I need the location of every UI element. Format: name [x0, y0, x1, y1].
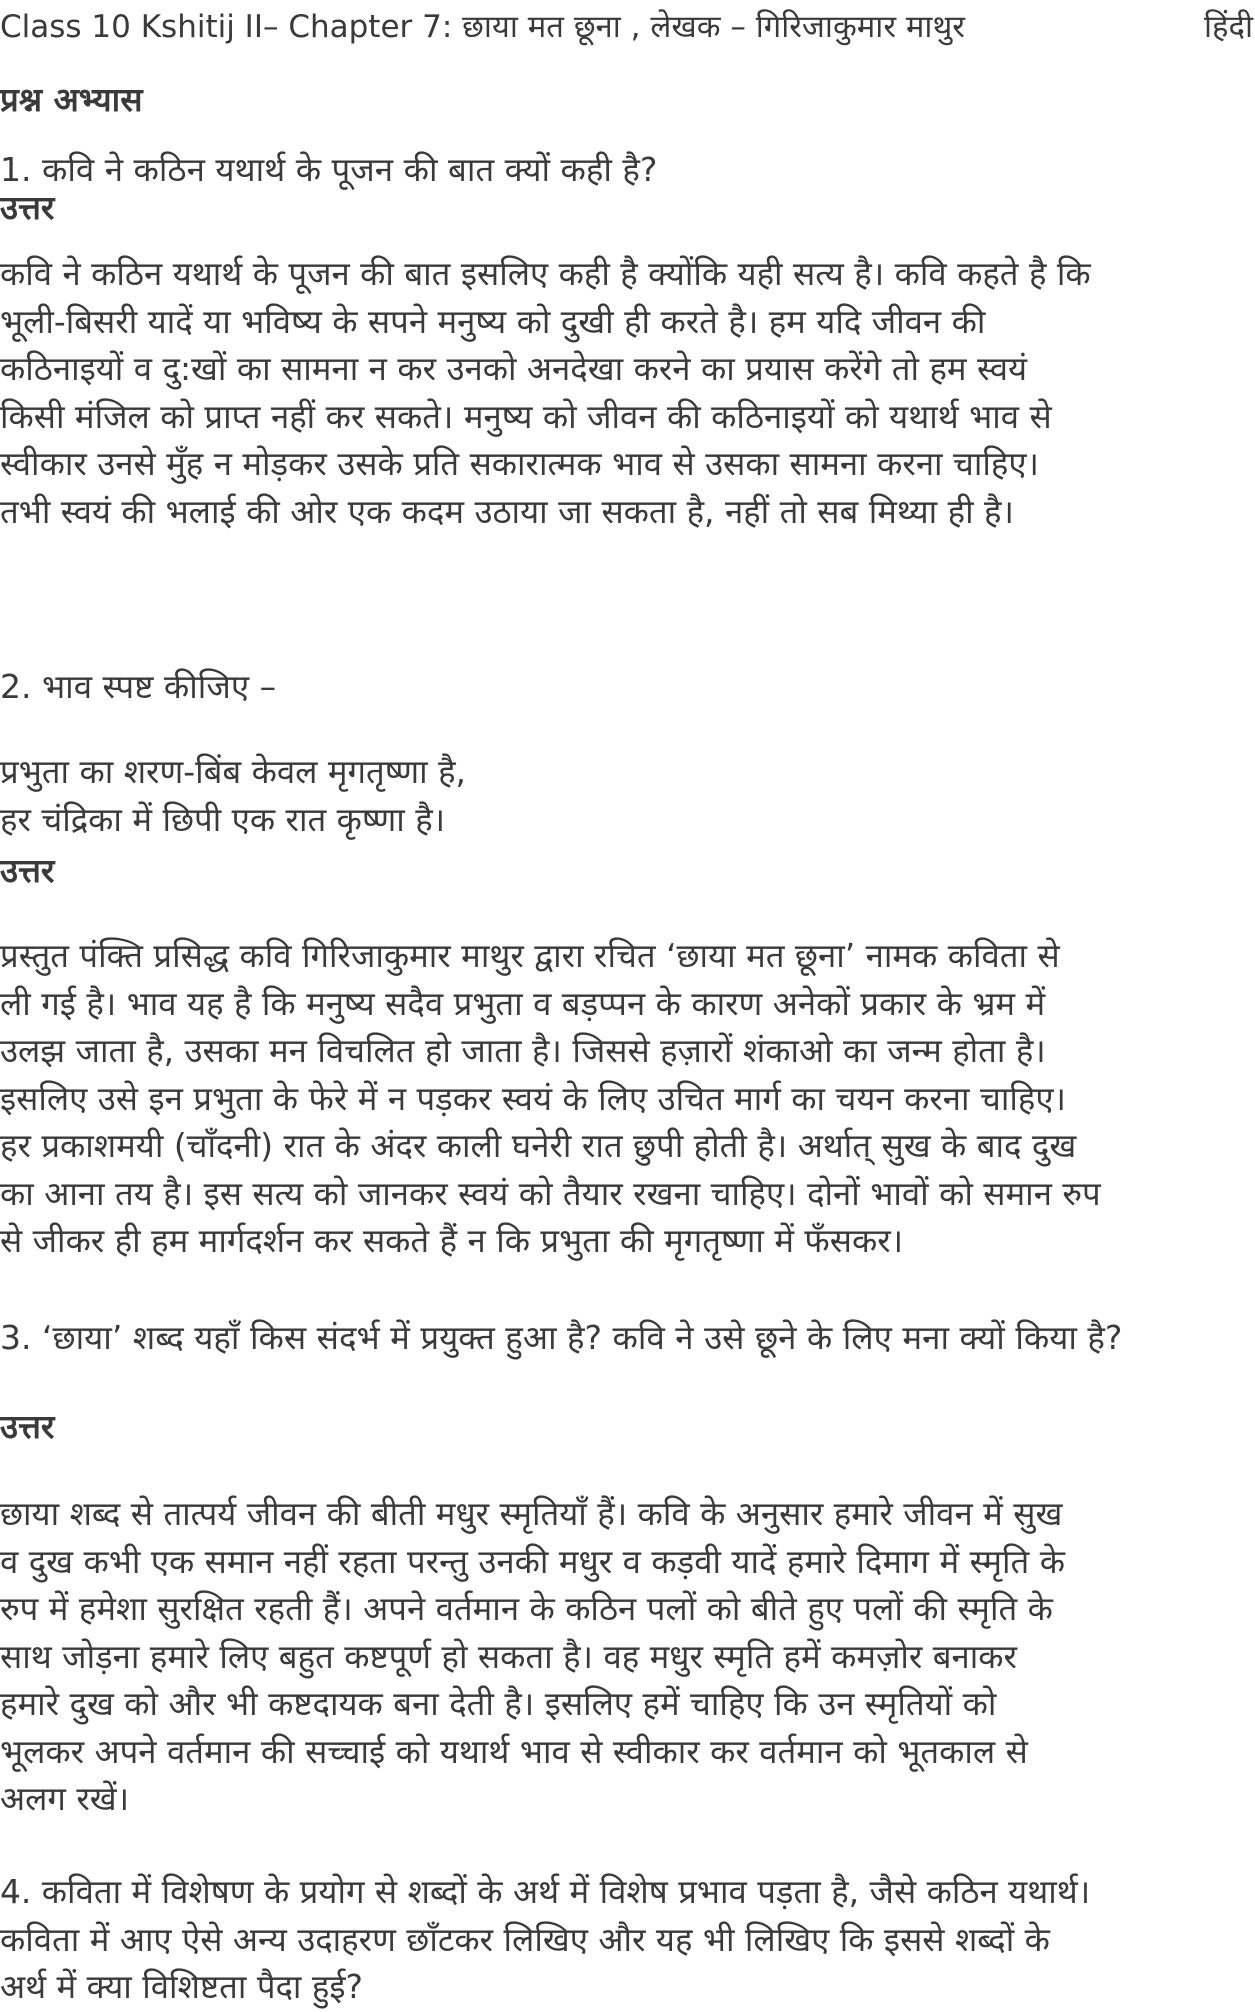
question-4-line: अर्थ में क्या विशिष्टता पैदा हुई?: [0, 1967, 363, 2006]
answer-label-3: उत्तर: [0, 1407, 55, 1446]
answer-1-line: कठिनाइयों व दु:खों का सामना न कर उनको अनदेखा करने का प्रयास करेंगे तो हम स्वयं: [0, 349, 1028, 388]
answer-2-line: हर प्रकाशमयी (चाँदनी) रात के अंदर काली घनेरी रात छुपी होती है। अर्थात् सुख के बाद दुख: [0, 1126, 1077, 1165]
answer-1-line: तभी स्वयं की भलाई की ओर एक कदम उठाया जा सकता है, नहीं तो सब मिथ्या ही है।: [0, 491, 1014, 531]
answer-3-line: छाया शब्द से तात्पर्य जीवन की बीती मधुर स्मृतियाँ हैं। कवि के अनुसार हमारे जीवन में सुख: [0, 1494, 1063, 1533]
answer-2-line: उलझ जाता है, उसका मन विचलित हो जाता है। जिससे हज़ारों शंकाओ का जन्म होता है।: [0, 1031, 1046, 1070]
question-2: 2. भाव स्पष्ट कीजिए –: [0, 667, 277, 706]
question-1: 1. कवि ने कठिन यथार्थ के पूजन की बात क्यों कही है?: [0, 150, 658, 189]
answer-3-line: हमारे दुख को और भी कष्टदायक बना देती है। इसलिए हमें चाहिए कि उन स्मृतियों को: [0, 1684, 997, 1723]
answer-2-line: प्रस्तुत पंक्ति प्रसिद्ध कवि गिरिजाकुमार माथुर द्वारा रचित ‘छाया मत छूना’ नामक कविता से: [0, 936, 1060, 975]
answer-3-line: साथ जोड़ना हमारे लिए बहुत कष्टपूर्ण हो सकता है। वह मधुर स्मृति हमें कमज़ोर बनाकर: [0, 1636, 1017, 1676]
answer-1-line: भूली-बिसरी यादें या भविष्य के सपने मनुष्य को दुखी ही करते है। हम यदि जीवन की: [0, 301, 986, 341]
answer-3-line: व दुख कभी एक समान नहीं रहता परन्तु उनकी मधुर व कड़वी यादें हमारे दिमाग में स्मृति के: [0, 1541, 1065, 1581]
page-header: [0, 2, 1255, 52]
answer-2: [0, 932, 1255, 1265]
answer-2-line: का आना तय है। इस सत्य को जानकर स्वयं को तैयार रखना चाहिए। दोनों भावों को समान रुप: [0, 1173, 1101, 1213]
poem-line: प्रभुता का शरण-बिंब केवल मृगतृष्णा है,: [0, 752, 466, 791]
answer-2-line: इसलिए उसे इन प्रभुता के फेरे में न पड़कर स्वयं के लिए उचित मार्ग का चयन करना चाहिए।: [0, 1078, 1066, 1118]
answer-3: [0, 1490, 1255, 1823]
poem-lines: [0, 748, 1255, 843]
question-4-line: कविता में आए ऐसे अन्य उदाहरण छाँटकर लिखिए और यह भी लिखिए कि इससे शब्दों के: [0, 1919, 1050, 1959]
question-3: 3. ‘छाया’ शब्द यहाँ किस संदर्भ में प्रयुक्त हुआ है? कवि ने उसे छूने के लिए मना क्यों किया है?: [0, 1318, 1123, 1357]
header-subject: हिंदी: [1204, 9, 1253, 45]
answer-1: [0, 250, 1255, 535]
header-title: Class 10 Kshitij II– Chapter 7: छाया मत छूना , लेखक – गिरिजाकुमार माथुर: [0, 9, 965, 45]
answer-1-line: कवि ने कठिन यथार्थ के पूजन की बात इसलिए कही है क्योंकि यही सत्य है। कवि कहते है कि: [0, 254, 1091, 293]
answer-3-line: भूलकर अपने वर्तमान की सच्चाई को यथार्थ भाव से स्वीकार कर वर्तमान को भूतकाल से: [0, 1731, 1028, 1771]
question-4-line: 4. कविता में विशेषण के प्रयोग से शब्दों के अर्थ में विशेष प्रभाव पड़ता है, जैसे कठिन यथार्थ।: [0, 1872, 1091, 1911]
answer-1-line: स्वीकार उनसे मुँह न मोड़कर उसके प्रति सकारात्मक भाव से उसका सामना करना चाहिए।: [0, 444, 1040, 483]
answer-1-line: किसी मंजिल को प्राप्त नहीं कर सकते। मनुष्य को जीवन की कठिनाइयों को यथार्थ भाव से: [0, 396, 1052, 436]
answer-2-line: से जीकर ही हम मार्गदर्शन कर सकते हैं न कि प्रभुता की मृगतृष्णा में फँसकर।: [0, 1221, 904, 1260]
question-4: [0, 1868, 1255, 2011]
answer-label-1: उत्तर: [0, 188, 55, 227]
answer-2-line: ली गई है। भाव यह है कि मनुष्य सदैव प्रभुता व बड़प्पन के कारण अनेकों प्रकार के भ्रम में: [0, 983, 1046, 1023]
answer-3-line: अलग रखें।: [0, 1779, 130, 1818]
section-heading: प्रश्न अभ्यास: [0, 80, 143, 119]
poem-line: हर चंद्रिका में छिपी एक रात कृष्णा है।: [0, 799, 446, 839]
answer-3-line: रुप में हमेशा सुरक्षित रहती हैं। अपने वर्तमान के कठिन पलों को बीते हुए पलों की स्मृति के: [0, 1589, 1053, 1628]
answer-label-2: उत्तर: [0, 851, 55, 890]
